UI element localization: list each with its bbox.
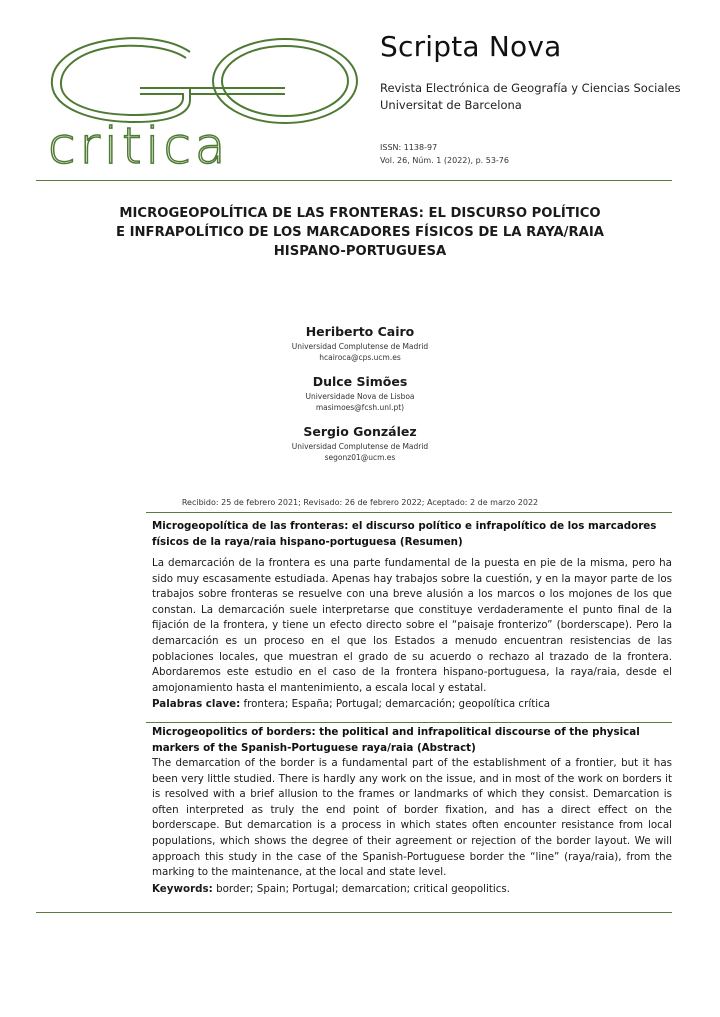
submission-dates: Recibido: 25 de febrero 2021; Revisado: 26 de febrero 2022; Aceptado: 2 de marzo 2022 bbox=[181, 498, 539, 507]
author-list bbox=[160, 323, 560, 473]
journal-subtitle: Revista Electrónica de Geografía y Ciencias Sociales bbox=[380, 81, 681, 95]
abstract-keywords-label: Keywords: bbox=[152, 882, 213, 895]
article-title bbox=[100, 204, 620, 261]
author-affiliation: Universidad Complutense de Madrid bbox=[291, 342, 429, 351]
abstract-keywords bbox=[152, 881, 672, 897]
article-title-line-1: MICROGEOPOLÍTICA DE LAS FRONTERAS: EL DISCURSO POLÍTICO bbox=[119, 206, 601, 221]
journal-issn: ISSN: 1138-97 bbox=[380, 143, 438, 152]
author-affiliation: Universidade Nova de Lisboa bbox=[305, 392, 415, 401]
resumen-keywords-label: Palabras clave: bbox=[152, 698, 241, 711]
author-name: Heriberto Cairo bbox=[305, 324, 415, 339]
journal-meta bbox=[380, 141, 509, 167]
geocritica-logo-graphic bbox=[40, 30, 360, 170]
section-divider bbox=[146, 722, 672, 723]
journal-volume: Vol. 26, Núm. 1 (2022), p. 53-76 bbox=[380, 156, 509, 165]
geocritica-logo bbox=[40, 30, 360, 170]
author-block bbox=[160, 423, 560, 463]
resumen-keywords-list: frontera; España; Portugal; demarcación; geopolítica crítica bbox=[243, 698, 551, 711]
header-divider bbox=[36, 180, 672, 181]
journal-university: Universitat de Barcelona bbox=[380, 98, 522, 112]
resumen-title: Microgeopolítica de las fronteras: el discurso político e infrapolítico de los marcadores físicos de la raya/raia hispano-portuguesa (Resumen) bbox=[152, 520, 657, 548]
author-block bbox=[160, 373, 560, 413]
logo-critica-text: critica bbox=[48, 117, 230, 170]
abstract-keywords-list: border; Spain; Portugal; demarcation; critical geopolitics. bbox=[216, 882, 511, 895]
abstract-title: Microgeopolitics of borders: the political and infrapolitical discourse of the physical markers of the Spanish-Portuguese raya/raia (Abstract) bbox=[152, 726, 640, 754]
author-affiliation: Universidad Complutense de Madrid bbox=[291, 442, 429, 451]
article-title-line-2: E INFRAPOLÍTICO DE LOS MARCADORES FÍSICOS DE LA RAYA/RAIA bbox=[116, 225, 604, 240]
author-name: Dulce Simões bbox=[312, 374, 408, 389]
journal-info bbox=[380, 80, 681, 114]
author-email[interactable]: segonz01@ucm.es bbox=[324, 453, 396, 462]
author-name: Sergio González bbox=[303, 424, 417, 439]
abstract-section bbox=[152, 724, 672, 897]
resumen-body: La demarcación de la frontera es una parte fundamental de la puesta en pie de la misma, pero ha sido muy escasamente estudiada. Apenas hay trabajos sobre la cuestión, y en la mayor parte de los trabajos sobre fronteras se resuelve con una breve alusión a los marcos o los mojones de los que constan. La demarcación suele interpretarse que constituye verdaderamente el punto final de la fijación de la frontera, y tiene un efecto directo sobre el “paisaje fronterizo” (borderscape). Pero la demarcación es un proceso en el que los Estados a menudo encuentran resistencias de las poblaciones locales, que muestran el grado de su acuerdo o rechazo al trazado de la frontera. Abordaremos este estudio en el caso de la frontera hispano-portuguesa, la raya/raia, desde el amojonamiento hasta el mantenimiento, a escala local y estatal. bbox=[152, 557, 672, 694]
article-title-line-3: HISPANO-PORTUGUESA bbox=[273, 244, 447, 259]
resumen-section bbox=[152, 518, 672, 712]
journal-title: Scripta Nova bbox=[380, 30, 562, 63]
resumen-keywords bbox=[152, 696, 672, 712]
dates-divider bbox=[146, 512, 672, 513]
author-email[interactable]: masimoes@fcsh.unl.pt) bbox=[315, 403, 405, 412]
author-block bbox=[160, 323, 560, 363]
footer-divider bbox=[36, 912, 672, 913]
author-email[interactable]: hcairoca@cps.ucm.es bbox=[319, 353, 401, 362]
abstract-body: The demarcation of the border is a fundamental part of the establishment of a frontier, but it has been very little studied. There is hardly any work on the issue, and in most of the work on borders it is resolved with a brief allusion to the frames or landmarks of which they consist. Demarcation is often interpreted as truly the end point of border fixation, and has a direct effect on the borderscape. But demarcation is a process in which states often encounter resistance from local populations, which shows the degree of their agreement or rejection of the border layout. We will approach this study in the case of the Spanish-Portuguese border the “line” (raya/raia), from the marking to the maintenance, at the local and state level. bbox=[152, 757, 672, 879]
